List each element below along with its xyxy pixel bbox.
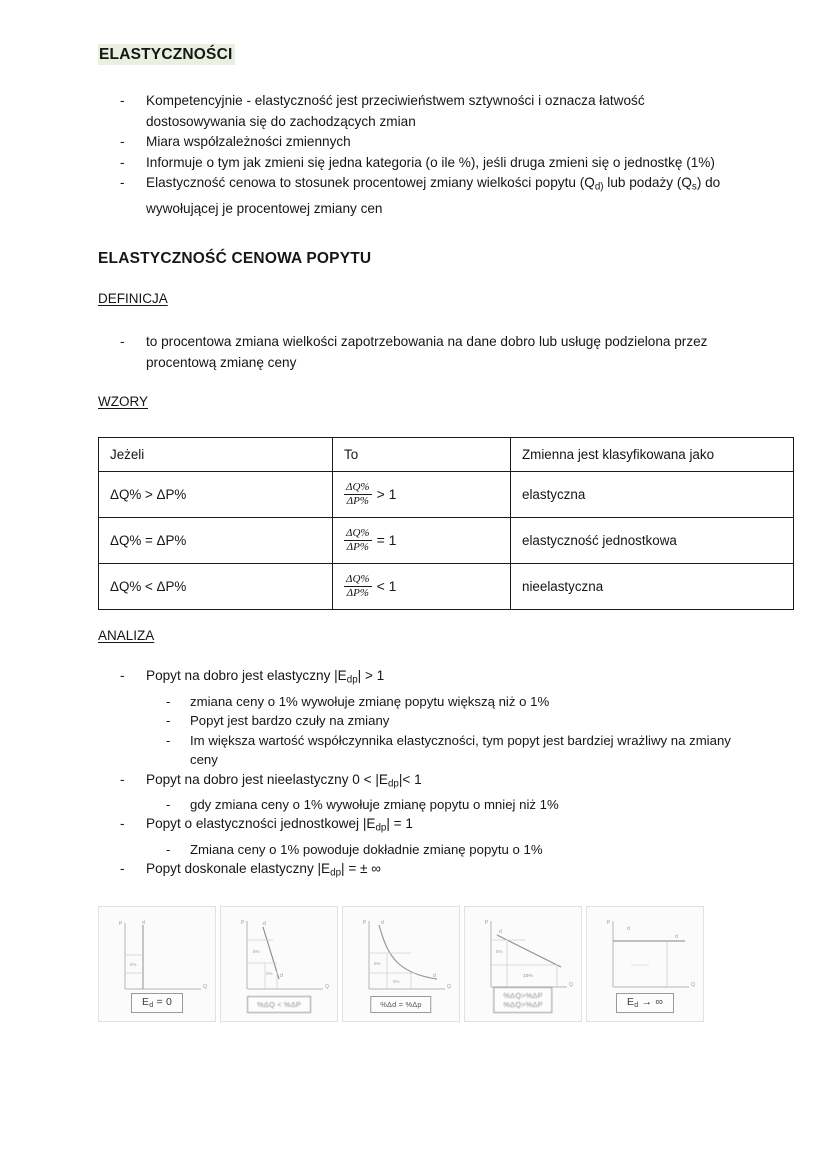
spacer [98,268,738,290]
caption-line2: %ΔQ>%ΔP [503,1000,543,1010]
subscript-qd: d) [594,182,604,194]
bullet-dash-icon: - [120,175,125,191]
table-header-klasyfikacja: Zmienna jest klasyfikowana jako [511,437,794,471]
spacer [98,411,738,437]
svg-text:5%: 5% [253,949,260,955]
subheading-wzory: WZORY [98,394,148,410]
list-item-text-after: | = ± ∞ [341,861,381,877]
list-item-text-part2: lub podaży (Q [603,175,692,191]
list-item [146,711,738,731]
caption-rest: = 0 [153,996,172,1009]
bullet-dash-icon: - [166,713,171,729]
list-item-text: to procentowa zmiana wielkości zapotrzebowania na dane dobro lub usługę podzielona przez procentową zmianę ceny [146,334,708,370]
svg-text:5%: 5% [130,962,137,968]
list-item [98,91,738,132]
list-item-text-before: Popyt na dobro jest nieelastyczny 0 < |E [146,771,388,787]
caption-symbol: E [626,996,635,1009]
bullet-dash-icon: - [166,693,171,709]
svg-text:Q: Q [691,982,695,989]
svg-text:P: P [241,920,245,927]
figure-caption [616,993,674,1013]
svg-text:d: d [381,920,384,927]
bullet-dash-icon: - [120,93,125,109]
list-item [146,840,738,860]
bullet-dash-icon: - [120,334,125,350]
fraction-denominator: ΔP% [344,494,372,508]
figure-caption: %ΔQ < %ΔP [247,996,311,1013]
table-header-row [99,437,794,471]
svg-text:d: d [280,973,283,980]
svg-text:d: d [499,929,502,936]
svg-text:Q: Q [325,984,329,991]
subscript-dp: dp [375,823,387,835]
subscript-dp: dp [387,778,399,790]
list-item [98,132,738,153]
svg-text:P: P [485,920,489,927]
subscript-dp: dp [346,675,358,687]
list-item-elasticity-definition [98,173,738,219]
sub-bullet-list [146,795,738,815]
svg-text:5%: 5% [374,961,381,967]
list-item-text-after: |< 1 [398,771,422,787]
svg-text:10%: 10% [523,974,533,980]
list-item-text-part3: ) do wywołującej je procentowej zmiany cen [146,175,721,216]
section-heading-price-elasticity: ELASTYCZNOŚĆ CENOWA POPYTU [98,250,372,268]
spacer [98,373,738,393]
spacer [98,884,738,906]
list-item-text: Informuje o tym jak zmieni się jedna kategoria (o ile %), jeśli druga zmieni się o jednostkę (1%) [146,154,715,170]
svg-text:Q: Q [569,982,573,989]
demand-curve-figure-strip [98,906,738,1022]
figure-unit-elastic-demand [342,906,460,1022]
table-row [99,563,794,609]
table-row [99,472,794,518]
caption-rest: → ∞ [638,996,664,1009]
svg-text:d: d [627,926,630,933]
figure-elastic-demand [464,906,582,1022]
svg-text:Q: Q [203,984,207,991]
caption-subscript: d [634,1001,639,1010]
fraction-denominator: ΔP% [344,586,372,600]
svg-text:5%: 5% [496,949,503,955]
figure-inelastic-demand [220,906,338,1022]
bullet-dash-icon: - [120,154,125,170]
list-item-text: Im większa wartość współczynnika elastyczności, tym popyt jest bardziej wrażliwy na zmiany ceny [190,732,731,768]
comparison-operator: < 1 [376,578,397,595]
table-header-to: To [333,437,511,471]
table-header-jezeli: Jeżeli [99,437,333,471]
table-cell-formula [333,563,511,609]
spacer [98,610,738,627]
fraction-numerator: ΔQ% [346,481,370,493]
bullet-dash-icon: - [166,841,171,857]
bullet-dash-icon: - [120,668,125,684]
list-item-text: Popyt jest bardzo czuły na zmiany [190,713,390,729]
list-item [98,153,738,174]
spacer [98,65,738,91]
table-row [99,517,794,563]
list-item-text-part1: Elastyczność cenowa to stosunek procentowej zmiany wielkości popytu (Q [146,175,595,191]
caption-symbol: E [142,996,150,1009]
list-item-inelastic [98,770,738,815]
bullet-dash-icon: - [120,816,125,832]
bullet-dash-icon: - [120,134,125,150]
list-item-text: gdy zmiana ceny o 1% wywołuje zmianę popytu o mniej niż 1% [190,796,559,812]
list-item-perfectly-elastic [98,859,738,884]
table-cell-classification: elastyczność jednostkowa [511,517,794,563]
spacer [98,308,738,332]
list-item-text: zmiana ceny o 1% wywołuje zmianę popytu większą niż o 1% [190,693,550,709]
svg-text:P: P [607,920,611,927]
svg-text:d: d [433,973,436,980]
figure-caption: %Δd = %Δp [370,996,431,1013]
sub-bullet-list [146,692,738,770]
bullet-dash-icon: - [120,771,125,787]
svg-text:5%: 5% [393,979,400,985]
fraction-numerator: ΔQ% [346,526,370,539]
svg-text:d: d [675,934,678,941]
spacer [98,644,738,666]
figure-perfectly-inelastic-demand [98,906,216,1022]
bullet-dash-icon: - [120,861,125,877]
list-item-elastic [98,666,738,769]
svg-text:P: P [363,920,367,927]
sub-bullet-list [146,840,738,860]
list-item-text-before: Popyt na dobro jest elastyczny |E [146,668,347,684]
svg-text:d: d [142,920,145,927]
comparison-operator: > 1 [376,486,397,503]
figure-caption [131,993,183,1013]
table-cell-formula [333,517,511,563]
list-item-unit-elastic [98,814,738,859]
svg-text:d: d [263,921,266,928]
svg-text:P: P [119,921,123,928]
intro-bullet-list [98,91,738,219]
table-cell-condition: ΔQ% < ΔP% [99,563,333,609]
subscript-qs: s [691,182,697,194]
table-cell-condition: ΔQ% > ΔP% [99,472,333,518]
caption-line1: %ΔQ>%ΔP [503,990,543,1000]
definicja-bullet-list [98,332,738,373]
list-item [146,692,738,712]
list-item [146,731,738,770]
page-title-wrapper [98,44,738,65]
table-cell-classification: nieelastyczna [511,563,794,609]
analiza-bullet-list [98,666,738,884]
list-item-text: Zmiana ceny o 1% powoduje dokładnie zmianę popytu o 1% [190,841,543,857]
fraction-dq-dp [344,527,372,554]
spacer [98,219,738,249]
subheading-analiza: ANALIZA [98,627,155,643]
subscript-dp: dp [330,867,342,879]
list-item-text-after: | > 1 [357,668,385,684]
list-item-text-after: | = 1 [386,816,413,832]
bullet-dash-icon: - [166,796,171,812]
fraction-numerator: ΔQ% [346,572,370,585]
list-item-text: Miara współzależności zmiennych [146,134,351,150]
caption-subscript: d [149,1001,154,1010]
list-item-text-before: Popyt doskonale elastyczny |E [146,861,331,877]
comparison-operator: = 1 [376,532,397,549]
list-item-text-before: Popyt o elastyczności jednostkowej |E [146,816,376,832]
list-item [98,332,738,373]
list-item-text: Kompetencyjnie - elastyczność jest przeciwieństwem sztywności i oznacza łatwość dostosowywania się do zachodzących zmian [146,93,645,129]
figure-perfectly-elastic-demand [586,906,704,1022]
wzory-table [98,437,794,610]
figure-caption [493,987,552,1014]
table-cell-formula [333,472,511,518]
list-item [146,795,738,815]
fraction-dq-dp [344,481,372,508]
bullet-dash-icon: - [166,732,171,748]
fraction-denominator: ΔP% [344,540,372,554]
table-cell-condition: ΔQ% = ΔP% [99,517,333,563]
table-cell-classification: elastyczna [511,472,794,518]
fraction-dq-dp [344,573,372,600]
document-content [98,44,738,1022]
page-title: ELASTYCZNOŚCI [98,44,235,65]
subheading-definicja: DEFINICJA [98,291,168,307]
svg-text:Q: Q [447,984,451,991]
svg-text:2%: 2% [266,971,273,977]
